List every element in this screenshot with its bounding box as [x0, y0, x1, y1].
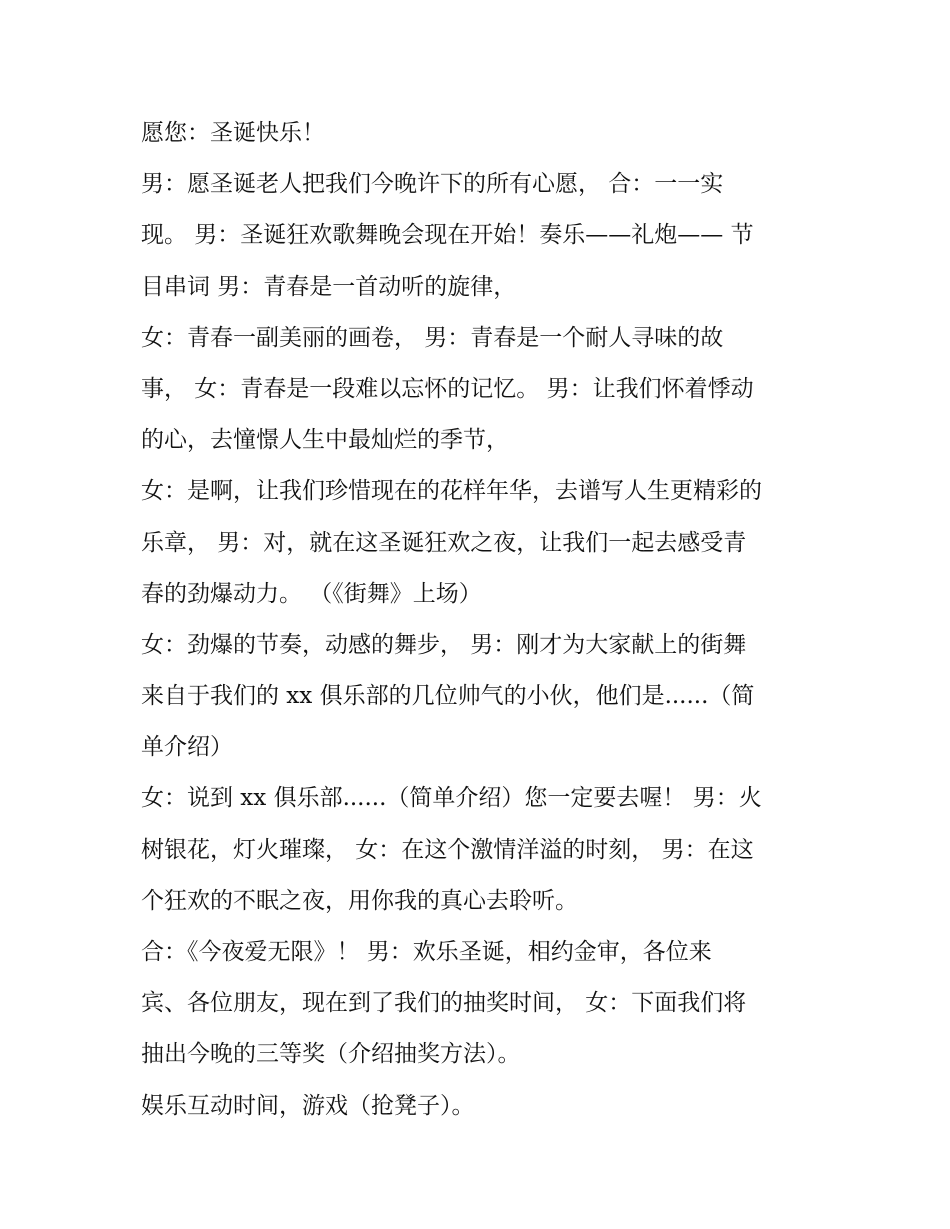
text-line: 愿您：圣诞快乐！ — [141, 120, 325, 146]
text-line: 事， 女：青春是一段难以忘怀的记忆。 男：让我们怀着悸动 — [141, 375, 754, 402]
text-line: 单介绍） — [141, 734, 233, 761]
text-line: 抽出今晚的三等奖（介绍抽奖方法）。 — [141, 1041, 521, 1068]
text-line: 个狂欢的不眠之夜，用你我的真心去聆听。 — [141, 887, 578, 914]
text-line: 春的劲爆动力。 （《街舞》上场） — [141, 580, 482, 607]
text-line: 乐章， 男：对，就在这圣诞狂欢之夜，让我们一起去感受青 — [141, 529, 747, 556]
text-line: 宾、各位朋友，现在到了我们的抽奖时间， 女：下面我们将 — [141, 990, 747, 1017]
text-line: 女：劲爆的节奏，动感的舞步， 男：刚才为大家献上的街舞 — [141, 631, 747, 658]
text-line: 合：《今夜爱无限》！ 男：欢乐圣诞，相约金审，各位来 — [141, 939, 712, 965]
text-line: 目串词 男：青春是一首动听的旋律， — [141, 273, 517, 300]
text-line: 来自于我们的 xx 俱乐部的几位帅气的小伙，他们是......（简 — [141, 683, 755, 710]
document-body — [141, 108, 821, 1132]
text-line: 女：青春一副美丽的画卷， 男：青春是一个耐人寻味的故 — [141, 324, 724, 351]
text-line: 女：是啊，让我们珍惜现在的花样年华，去谱写人生更精彩的 — [141, 478, 762, 505]
text-line: 的心，去憧憬人生中最灿烂的季节， — [141, 427, 509, 454]
text-line: 男：愿圣诞老人把我们今晚许下的所有心愿， 合：一一实 — [141, 171, 724, 198]
text-line: 女：说到 xx 俱乐部......（简单介绍）您一定要去喔！ 男：火 — [141, 785, 762, 812]
text-line: 娱乐互动时间，游戏（抢凳子）。 — [141, 1092, 475, 1119]
text-line: 现。 男：圣诞狂欢歌舞晚会现在开始！奏乐——礼炮—— 节 — [141, 222, 754, 249]
text-line: 树银花，灯火璀璨， 女：在这个激情洋溢的时刻， 男：在这 — [141, 836, 754, 863]
